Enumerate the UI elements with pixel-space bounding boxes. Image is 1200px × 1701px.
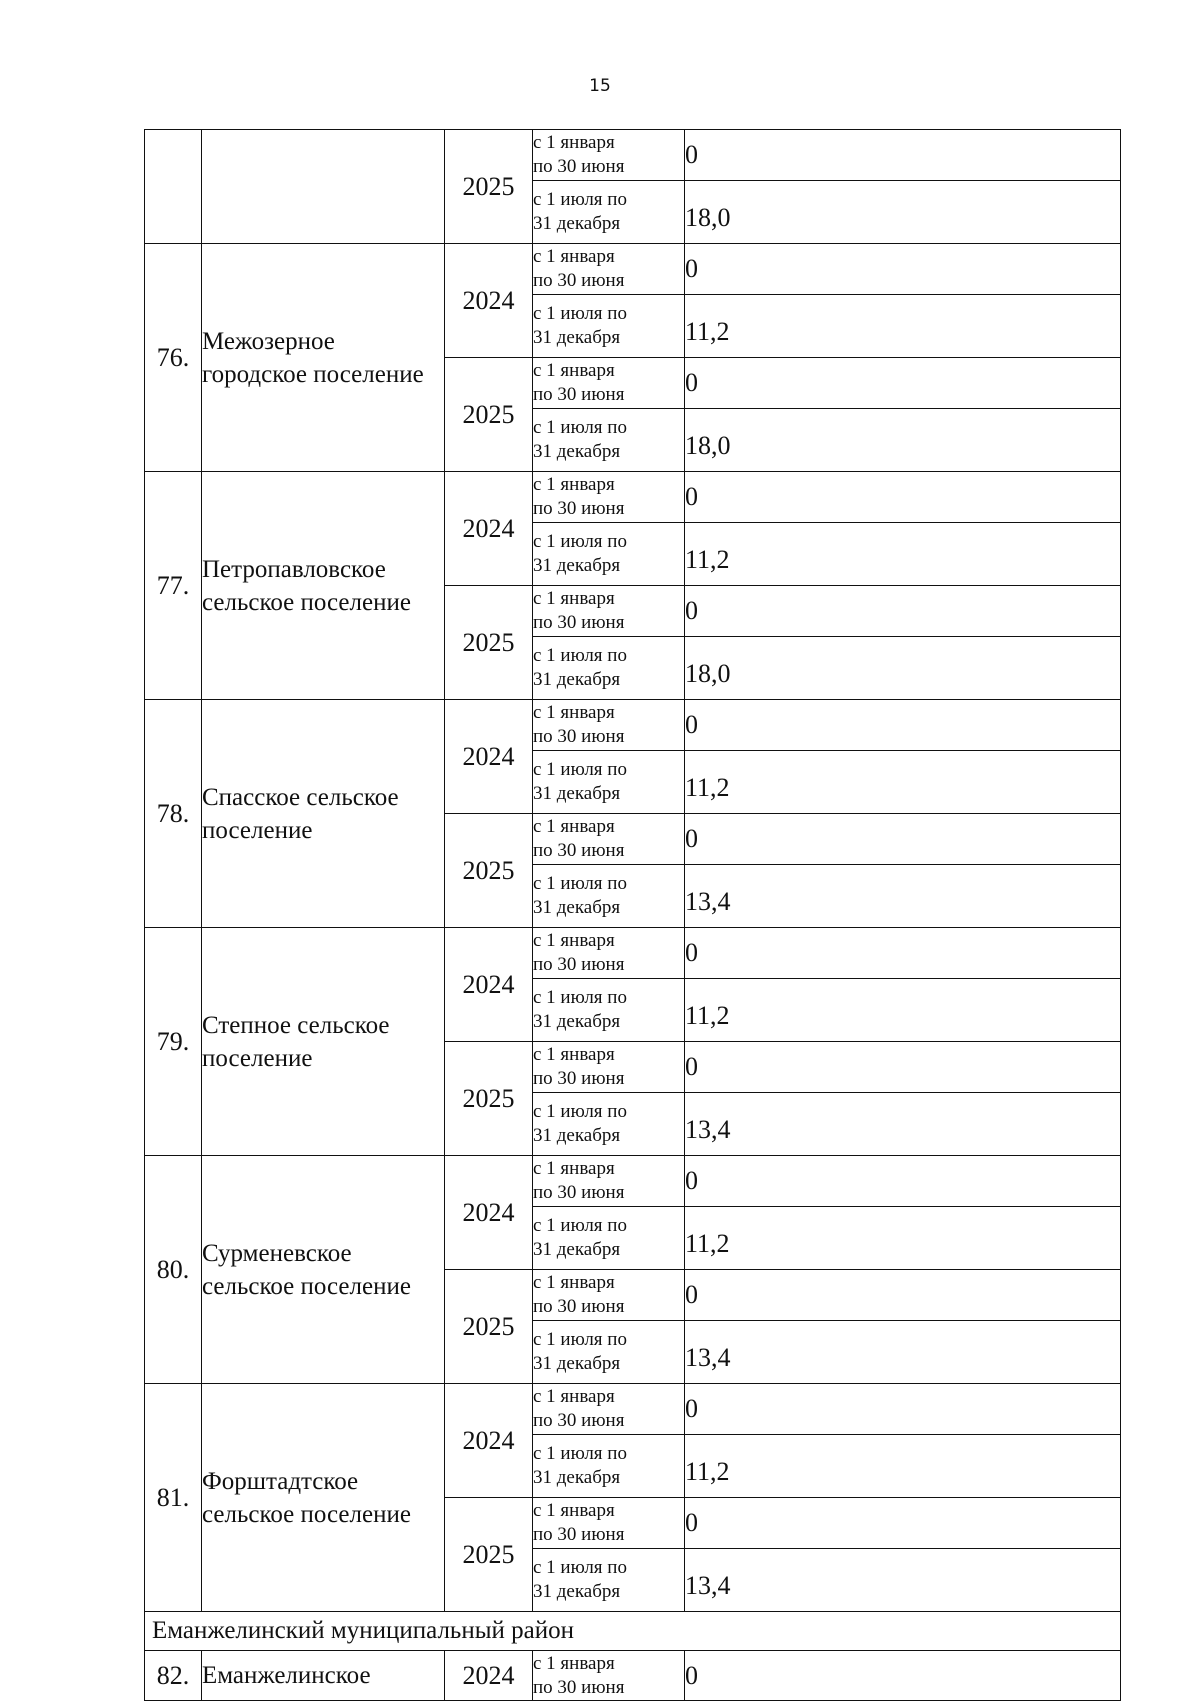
table-row — [145, 244, 1121, 295]
value-cell: 11,2 — [685, 523, 1121, 586]
period-line: 31 декабря — [533, 327, 621, 348]
period-line: с 1 января — [533, 1652, 615, 1674]
value-cell: 0 — [685, 814, 1121, 865]
period-cell — [533, 358, 685, 409]
period-cell — [533, 586, 685, 637]
year-cell: 2025 — [445, 1270, 533, 1384]
settlement-name-cell: Сурменевское сельское поселение — [202, 1156, 445, 1384]
period-cell — [533, 181, 685, 244]
period-cell — [533, 928, 685, 979]
period-line: с 1 июля по — [533, 1443, 627, 1464]
period-cell — [533, 1207, 685, 1270]
row-number-cell: 79. — [145, 928, 202, 1156]
table-row — [145, 700, 1121, 751]
year-cell: 2024 — [445, 928, 533, 1042]
value-cell: 13,4 — [685, 1093, 1121, 1156]
value-cell: 13,4 — [685, 1549, 1121, 1612]
table-row — [145, 472, 1121, 523]
period-line: 31 декабря — [533, 1125, 621, 1146]
district-title-cell: Еманжелинский муниципальный район — [145, 1612, 1121, 1651]
period-line: 31 декабря — [533, 213, 621, 234]
settlement-name-cell: Спасское сельское поселение — [202, 700, 445, 928]
row-number-cell — [145, 130, 202, 244]
period-line: по 30 июня — [533, 1182, 625, 1203]
settlement-name-cell: Межозерное городское поселение — [202, 244, 445, 472]
period-line: с 1 июля по — [533, 189, 627, 210]
period-cell — [533, 244, 685, 295]
period-cell — [533, 637, 685, 700]
value-cell: 0 — [685, 700, 1121, 751]
period-line: с 1 января — [533, 360, 615, 381]
period-line: 31 декабря — [533, 897, 621, 918]
year-cell: 2024 — [445, 472, 533, 586]
value-cell: 0 — [685, 1042, 1121, 1093]
period-line: 31 декабря — [533, 441, 621, 462]
period-line: с 1 июля по — [533, 303, 627, 324]
period-line: с 1 июля по — [533, 1329, 627, 1350]
year-cell: 2024 — [445, 1384, 533, 1498]
period-line: с 1 января — [533, 930, 615, 951]
period-line: с 1 июля по — [533, 1557, 627, 1578]
row-number-cell: 80. — [145, 1156, 202, 1384]
period-line: 31 декабря — [533, 669, 621, 690]
year-cell: 2025 — [445, 1042, 533, 1156]
period-line: по 30 июня — [533, 1676, 625, 1698]
value-cell: 13,4 — [685, 1321, 1121, 1384]
value-cell: 11,2 — [685, 1435, 1121, 1498]
settlement-name-cell — [202, 130, 445, 244]
year-cell: 2024 — [445, 1156, 533, 1270]
year-cell: 2025 — [445, 814, 533, 928]
period-line: 31 декабря — [533, 555, 621, 576]
period-cell — [533, 1651, 685, 1701]
period-line: по 30 июня — [533, 954, 625, 975]
period-line: по 30 июня — [533, 270, 625, 291]
period-line: 31 декабря — [533, 1467, 621, 1488]
table-row — [145, 1384, 1121, 1435]
value-cell: 0 — [685, 244, 1121, 295]
year-cell: 2025 — [445, 358, 533, 472]
table-body — [145, 130, 1121, 1701]
value-cell: 0 — [685, 1384, 1121, 1435]
period-cell — [533, 751, 685, 814]
period-cell — [533, 1384, 685, 1435]
value-cell: 0 — [685, 586, 1121, 637]
period-cell — [533, 1270, 685, 1321]
period-line: по 30 июня — [533, 1068, 625, 1089]
value-cell: 0 — [685, 1498, 1121, 1549]
value-cell: 0 — [685, 928, 1121, 979]
period-cell — [533, 523, 685, 586]
value-cell: 18,0 — [685, 409, 1121, 472]
year-cell: 2025 — [445, 130, 533, 244]
period-line: с 1 января — [533, 474, 615, 495]
period-line: с 1 января — [533, 588, 615, 609]
settlement-name-cell: Петропавловское сельское поселение — [202, 472, 445, 700]
value-cell: 18,0 — [685, 181, 1121, 244]
row-number-cell: 81. — [145, 1384, 202, 1612]
row-number-cell: 78. — [145, 700, 202, 928]
period-line: с 1 июля по — [533, 1215, 627, 1236]
value-cell: 0 — [685, 130, 1121, 181]
period-cell — [533, 1435, 685, 1498]
value-cell: 0 — [685, 1156, 1121, 1207]
period-line: 31 декабря — [533, 1353, 621, 1374]
period-line: 31 декабря — [533, 783, 621, 804]
period-line: с 1 июля по — [533, 759, 627, 780]
period-line: с 1 января — [533, 702, 615, 723]
row-number-cell: 82. — [145, 1651, 202, 1701]
period-cell — [533, 1093, 685, 1156]
year-cell: 2024 — [445, 1651, 533, 1701]
period-cell — [533, 409, 685, 472]
period-line: по 30 июня — [533, 726, 625, 747]
period-line: с 1 июля по — [533, 417, 627, 438]
value-cell: 0 — [685, 358, 1121, 409]
period-line: с 1 июля по — [533, 987, 627, 1008]
period-cell — [533, 979, 685, 1042]
value-cell: 11,2 — [685, 979, 1121, 1042]
period-line: с 1 января — [533, 816, 615, 837]
value-cell: 11,2 — [685, 295, 1121, 358]
period-cell — [533, 472, 685, 523]
period-line: с 1 июля по — [533, 873, 627, 894]
period-line: с 1 января — [533, 132, 615, 153]
period-line: с 1 января — [533, 1500, 615, 1521]
period-cell — [533, 1549, 685, 1612]
period-line: по 30 июня — [533, 1524, 625, 1545]
period-line: 31 декабря — [533, 1239, 621, 1260]
year-cell: 2024 — [445, 244, 533, 358]
period-cell — [533, 295, 685, 358]
period-cell — [533, 1156, 685, 1207]
value-cell: 13,4 — [685, 865, 1121, 928]
year-cell: 2025 — [445, 586, 533, 700]
table-row — [145, 130, 1121, 181]
year-cell: 2024 — [445, 700, 533, 814]
table-row — [145, 1156, 1121, 1207]
table-row — [145, 1651, 1121, 1701]
row-number-cell: 76. — [145, 244, 202, 472]
period-line: с 1 января — [533, 1272, 615, 1293]
value-cell: 0 — [685, 1651, 1121, 1701]
period-cell — [533, 814, 685, 865]
period-line: по 30 июня — [533, 498, 625, 519]
period-line: с 1 июля по — [533, 531, 627, 552]
tariff-table — [144, 129, 1121, 1701]
value-cell: 11,2 — [685, 1207, 1121, 1270]
period-line: с 1 июля по — [533, 645, 627, 666]
value-cell: 0 — [685, 472, 1121, 523]
period-cell — [533, 1498, 685, 1549]
period-line: с 1 января — [533, 246, 615, 267]
period-line: по 30 июня — [533, 384, 625, 405]
period-cell — [533, 700, 685, 751]
value-cell: 18,0 — [685, 637, 1121, 700]
period-cell — [533, 130, 685, 181]
period-line: с 1 января — [533, 1386, 615, 1407]
period-line: с 1 января — [533, 1158, 615, 1179]
period-cell — [533, 1042, 685, 1093]
period-cell — [533, 865, 685, 928]
settlement-name-cell: Форштадтское сельское поселение — [202, 1384, 445, 1612]
period-cell — [533, 1321, 685, 1384]
page-number: 15 — [589, 76, 611, 96]
settlement-name-cell: Еманжелинское — [202, 1651, 445, 1701]
period-line: по 30 июня — [533, 612, 625, 633]
period-line: с 1 января — [533, 1044, 615, 1065]
period-line: 31 декабря — [533, 1581, 621, 1602]
table-row — [145, 928, 1121, 979]
period-line: по 30 июня — [533, 156, 625, 177]
period-line: по 30 июня — [533, 1410, 625, 1431]
period-line: 31 декабря — [533, 1011, 621, 1032]
value-cell: 0 — [685, 1270, 1121, 1321]
period-line: с 1 июля по — [533, 1101, 627, 1122]
year-cell: 2025 — [445, 1498, 533, 1612]
row-number-cell: 77. — [145, 472, 202, 700]
settlement-name-cell: Степное сельское поселение — [202, 928, 445, 1156]
period-line: по 30 июня — [533, 840, 625, 861]
value-cell: 11,2 — [685, 751, 1121, 814]
period-line: по 30 июня — [533, 1296, 625, 1317]
district-row — [145, 1612, 1121, 1651]
